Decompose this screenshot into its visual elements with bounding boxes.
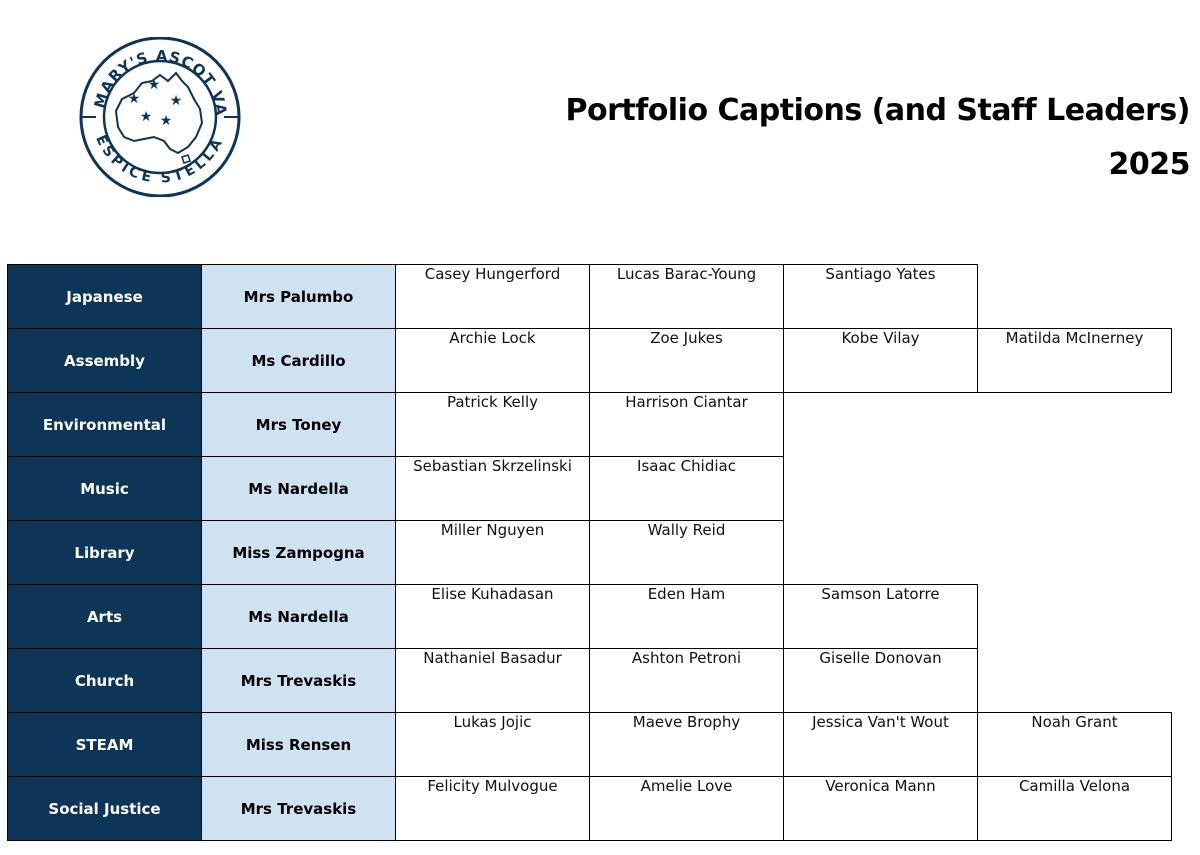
title-line-2: 2025 (1108, 147, 1190, 182)
captain-name-cell: Patrick Kelly (396, 393, 590, 457)
staff-leader-cell: Mrs Palumbo (202, 265, 396, 329)
crest-top-text: MARY'S ASCOT VA (90, 46, 231, 118)
captain-name-cell: Felicity Mulvogue (396, 777, 590, 841)
captain-name-cell: Archie Lock (396, 329, 590, 393)
captain-name-cell: Veronica Mann (784, 777, 978, 841)
table-row (8, 521, 1172, 585)
portfolio-name-cell: Japanese (8, 265, 202, 329)
portfolio-name-cell: STEAM (8, 713, 202, 777)
captain-name-cell: Isaac Chidiac (590, 457, 784, 521)
portfolio-name-cell: Social Justice (8, 777, 202, 841)
star-icon: ★ (127, 91, 141, 107)
school-crest-icon (78, 37, 242, 197)
portfolio-name-cell: Church (8, 649, 202, 713)
empty-cell (978, 649, 1172, 713)
table-row (8, 777, 1172, 841)
captain-name-cell: Santiago Yates (784, 265, 978, 329)
staff-leader-cell: Miss Rensen (202, 713, 396, 777)
captain-name-cell: Giselle Donovan (784, 649, 978, 713)
empty-cell (978, 521, 1172, 585)
table-row (8, 585, 1172, 649)
portfolio-name-cell: Music (8, 457, 202, 521)
captain-name-cell: Eden Ham (590, 585, 784, 649)
table-row (8, 649, 1172, 713)
title-line-1: Portfolio Captions (and Staff Leaders) (565, 93, 1190, 128)
captain-name-cell: Maeve Brophy (590, 713, 784, 777)
staff-leader-cell: Ms Nardella (202, 585, 396, 649)
staff-leader-cell: Ms Cardillo (202, 329, 396, 393)
captain-name-cell: Lukas Jojic (396, 713, 590, 777)
star-icon: ★ (147, 77, 161, 93)
portfolio-name-cell: Environmental (8, 393, 202, 457)
star-icon: ★ (159, 113, 173, 129)
empty-cell (784, 521, 978, 585)
empty-cell (784, 457, 978, 521)
crest-bottom-text: ESPICE STELLA (92, 132, 227, 187)
captain-name-cell: Samson Latorre (784, 585, 978, 649)
star-icon: ★ (169, 93, 183, 109)
table-row (8, 713, 1172, 777)
page-title (565, 84, 1190, 192)
captain-name-cell: Wally Reid (590, 521, 784, 585)
captain-name-cell: Sebastian Skrzelinski (396, 457, 590, 521)
portfolio-table (7, 264, 1172, 841)
staff-leader-cell: Mrs Trevaskis (202, 777, 396, 841)
table-row (8, 393, 1172, 457)
captain-name-cell: Camilla Velona (978, 777, 1172, 841)
captain-name-cell: Jessica Van't Wout (784, 713, 978, 777)
captain-name-cell: Elise Kuhadasan (396, 585, 590, 649)
empty-cell (978, 393, 1172, 457)
staff-leader-cell: Miss Zampogna (202, 521, 396, 585)
captain-name-cell: Ashton Petroni (590, 649, 784, 713)
captain-name-cell: Noah Grant (978, 713, 1172, 777)
empty-cell (784, 393, 978, 457)
captain-name-cell: Lucas Barac-Young (590, 265, 784, 329)
captain-name-cell: Casey Hungerford (396, 265, 590, 329)
portfolio-name-cell: Arts (8, 585, 202, 649)
captain-name-cell: Kobe Vilay (784, 329, 978, 393)
table-row (8, 265, 1172, 329)
table-row (8, 329, 1172, 393)
staff-leader-cell: Mrs Toney (202, 393, 396, 457)
staff-leader-cell: Mrs Trevaskis (202, 649, 396, 713)
table-row (8, 457, 1172, 521)
portfolio-name-cell: Assembly (8, 329, 202, 393)
captain-name-cell: Harrison Ciantar (590, 393, 784, 457)
empty-cell (978, 585, 1172, 649)
captain-name-cell: Amelie Love (590, 777, 784, 841)
staff-leader-cell: Ms Nardella (202, 457, 396, 521)
empty-cell (978, 265, 1172, 329)
captain-name-cell: Miller Nguyen (396, 521, 590, 585)
empty-cell (978, 457, 1172, 521)
captain-name-cell: Matilda McInerney (978, 329, 1172, 393)
captain-name-cell: Nathaniel Basadur (396, 649, 590, 713)
captain-name-cell: Zoe Jukes (590, 329, 784, 393)
star-icon: ★ (139, 109, 153, 125)
portfolio-name-cell: Library (8, 521, 202, 585)
